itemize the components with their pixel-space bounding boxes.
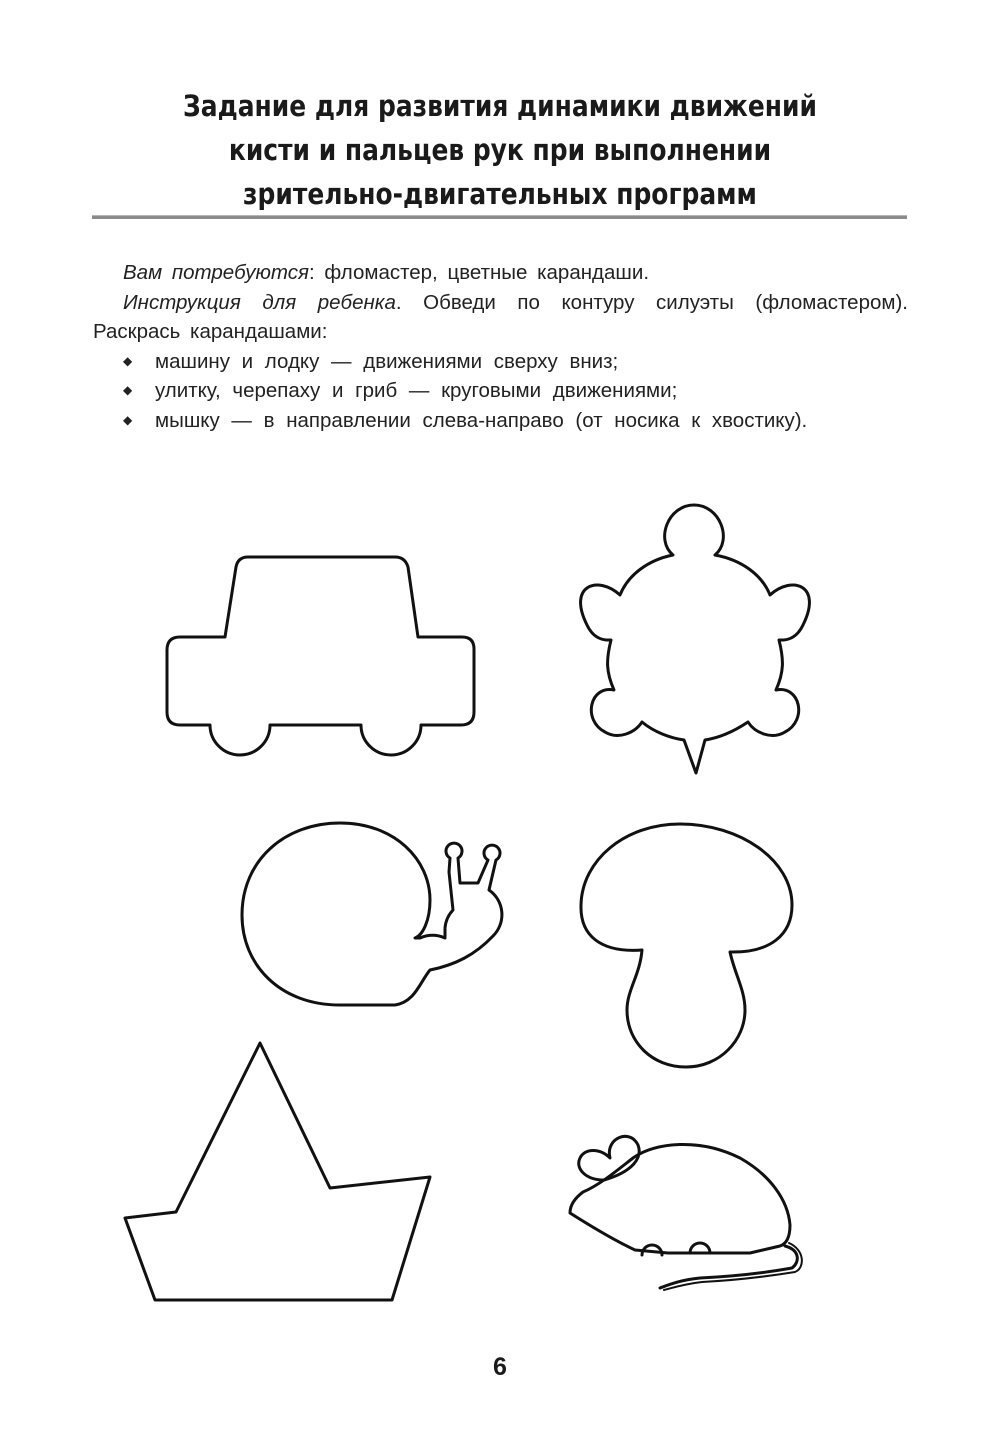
turtle-silhouette — [581, 505, 810, 773]
child-instruction-text: . Обведи по контуру силуэты (фломастером). Раскрась карандашами: — [93, 290, 908, 343]
bullet-icon: ◆ — [123, 412, 133, 427]
materials-text: : фломастер, цветные карандаши. — [308, 261, 650, 284]
bullet-icon: ◆ — [123, 353, 133, 368]
bullet-icon: ◆ — [123, 383, 133, 397]
mushroom-silhouette — [581, 824, 792, 1067]
title-line: зрительно-двигательных программ — [243, 177, 757, 211]
title-line: кисти и пальцев рук при выполнении — [228, 133, 772, 167]
child-instruction-label: Инструкция для ребенка — [123, 290, 396, 314]
title-line: Задание для развития динамики движений — [183, 89, 817, 123]
list-item-text: машину и лодку — движениями сверху вниз; — [155, 349, 619, 373]
list-item-text: мышку — в направлении слева-направо (от носика к хвостику). — [155, 408, 808, 432]
list-item-text: улитку, черепаху и гриб — круговыми движениями; — [155, 379, 678, 402]
car-silhouette — [167, 557, 474, 755]
boat-silhouette — [125, 1043, 430, 1300]
snail-silhouette — [242, 823, 502, 1005]
materials-label: Вам потребуются — [123, 261, 309, 284]
mouse-silhouette — [570, 1136, 802, 1290]
page-number: 6 — [493, 1353, 507, 1381]
